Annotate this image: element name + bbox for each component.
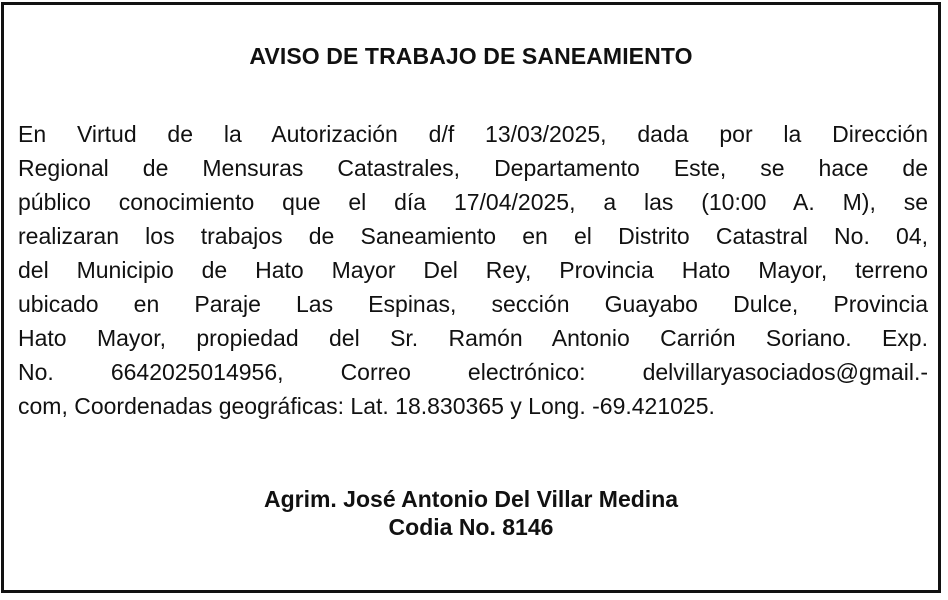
notice-body-line: realizaran los trabajos de Saneamiento en el Distrito Catastral No. 04, xyxy=(18,223,928,249)
notice-body-line: del Municipio de Hato Mayor Del Rey, Provincia Hato Mayor, terreno xyxy=(18,257,928,283)
notice-body-line: ubicado en Paraje Las Espinas, sección Guayabo Dulce, Provincia xyxy=(18,291,928,317)
notice-box xyxy=(1,2,941,593)
notice-body xyxy=(18,117,928,423)
notice-body-line: Regional de Mensuras Catastrales, Departamento Este, se hace de xyxy=(18,155,928,181)
signature-codia: Codia No. 8146 xyxy=(388,514,554,540)
notice-body-line: público conocimiento que el día 17/04/2025, a las (10:00 A. M), se xyxy=(18,189,928,215)
notice-body-line: com, Coordenadas geográficas: Lat. 18.830365 y Long. -69.421025. xyxy=(18,393,715,419)
notice-body-line: No. 6642025014956, Correo electrónico: delvillaryasociados@gmail.- xyxy=(18,359,928,385)
notice-body-line: Hato Mayor, propiedad del Sr. Ramón Antonio Carrión Soriano. Exp. xyxy=(18,325,928,351)
signature-block xyxy=(4,485,938,541)
notice-body-line: En Virtud de la Autorización d/f 13/03/2025, dada por la Dirección xyxy=(18,121,928,147)
signature-name: Agrim. José Antonio Del Villar Medina xyxy=(263,486,679,512)
notice-title: AVISO DE TRABAJO DE SANEAMIENTO xyxy=(249,43,693,69)
